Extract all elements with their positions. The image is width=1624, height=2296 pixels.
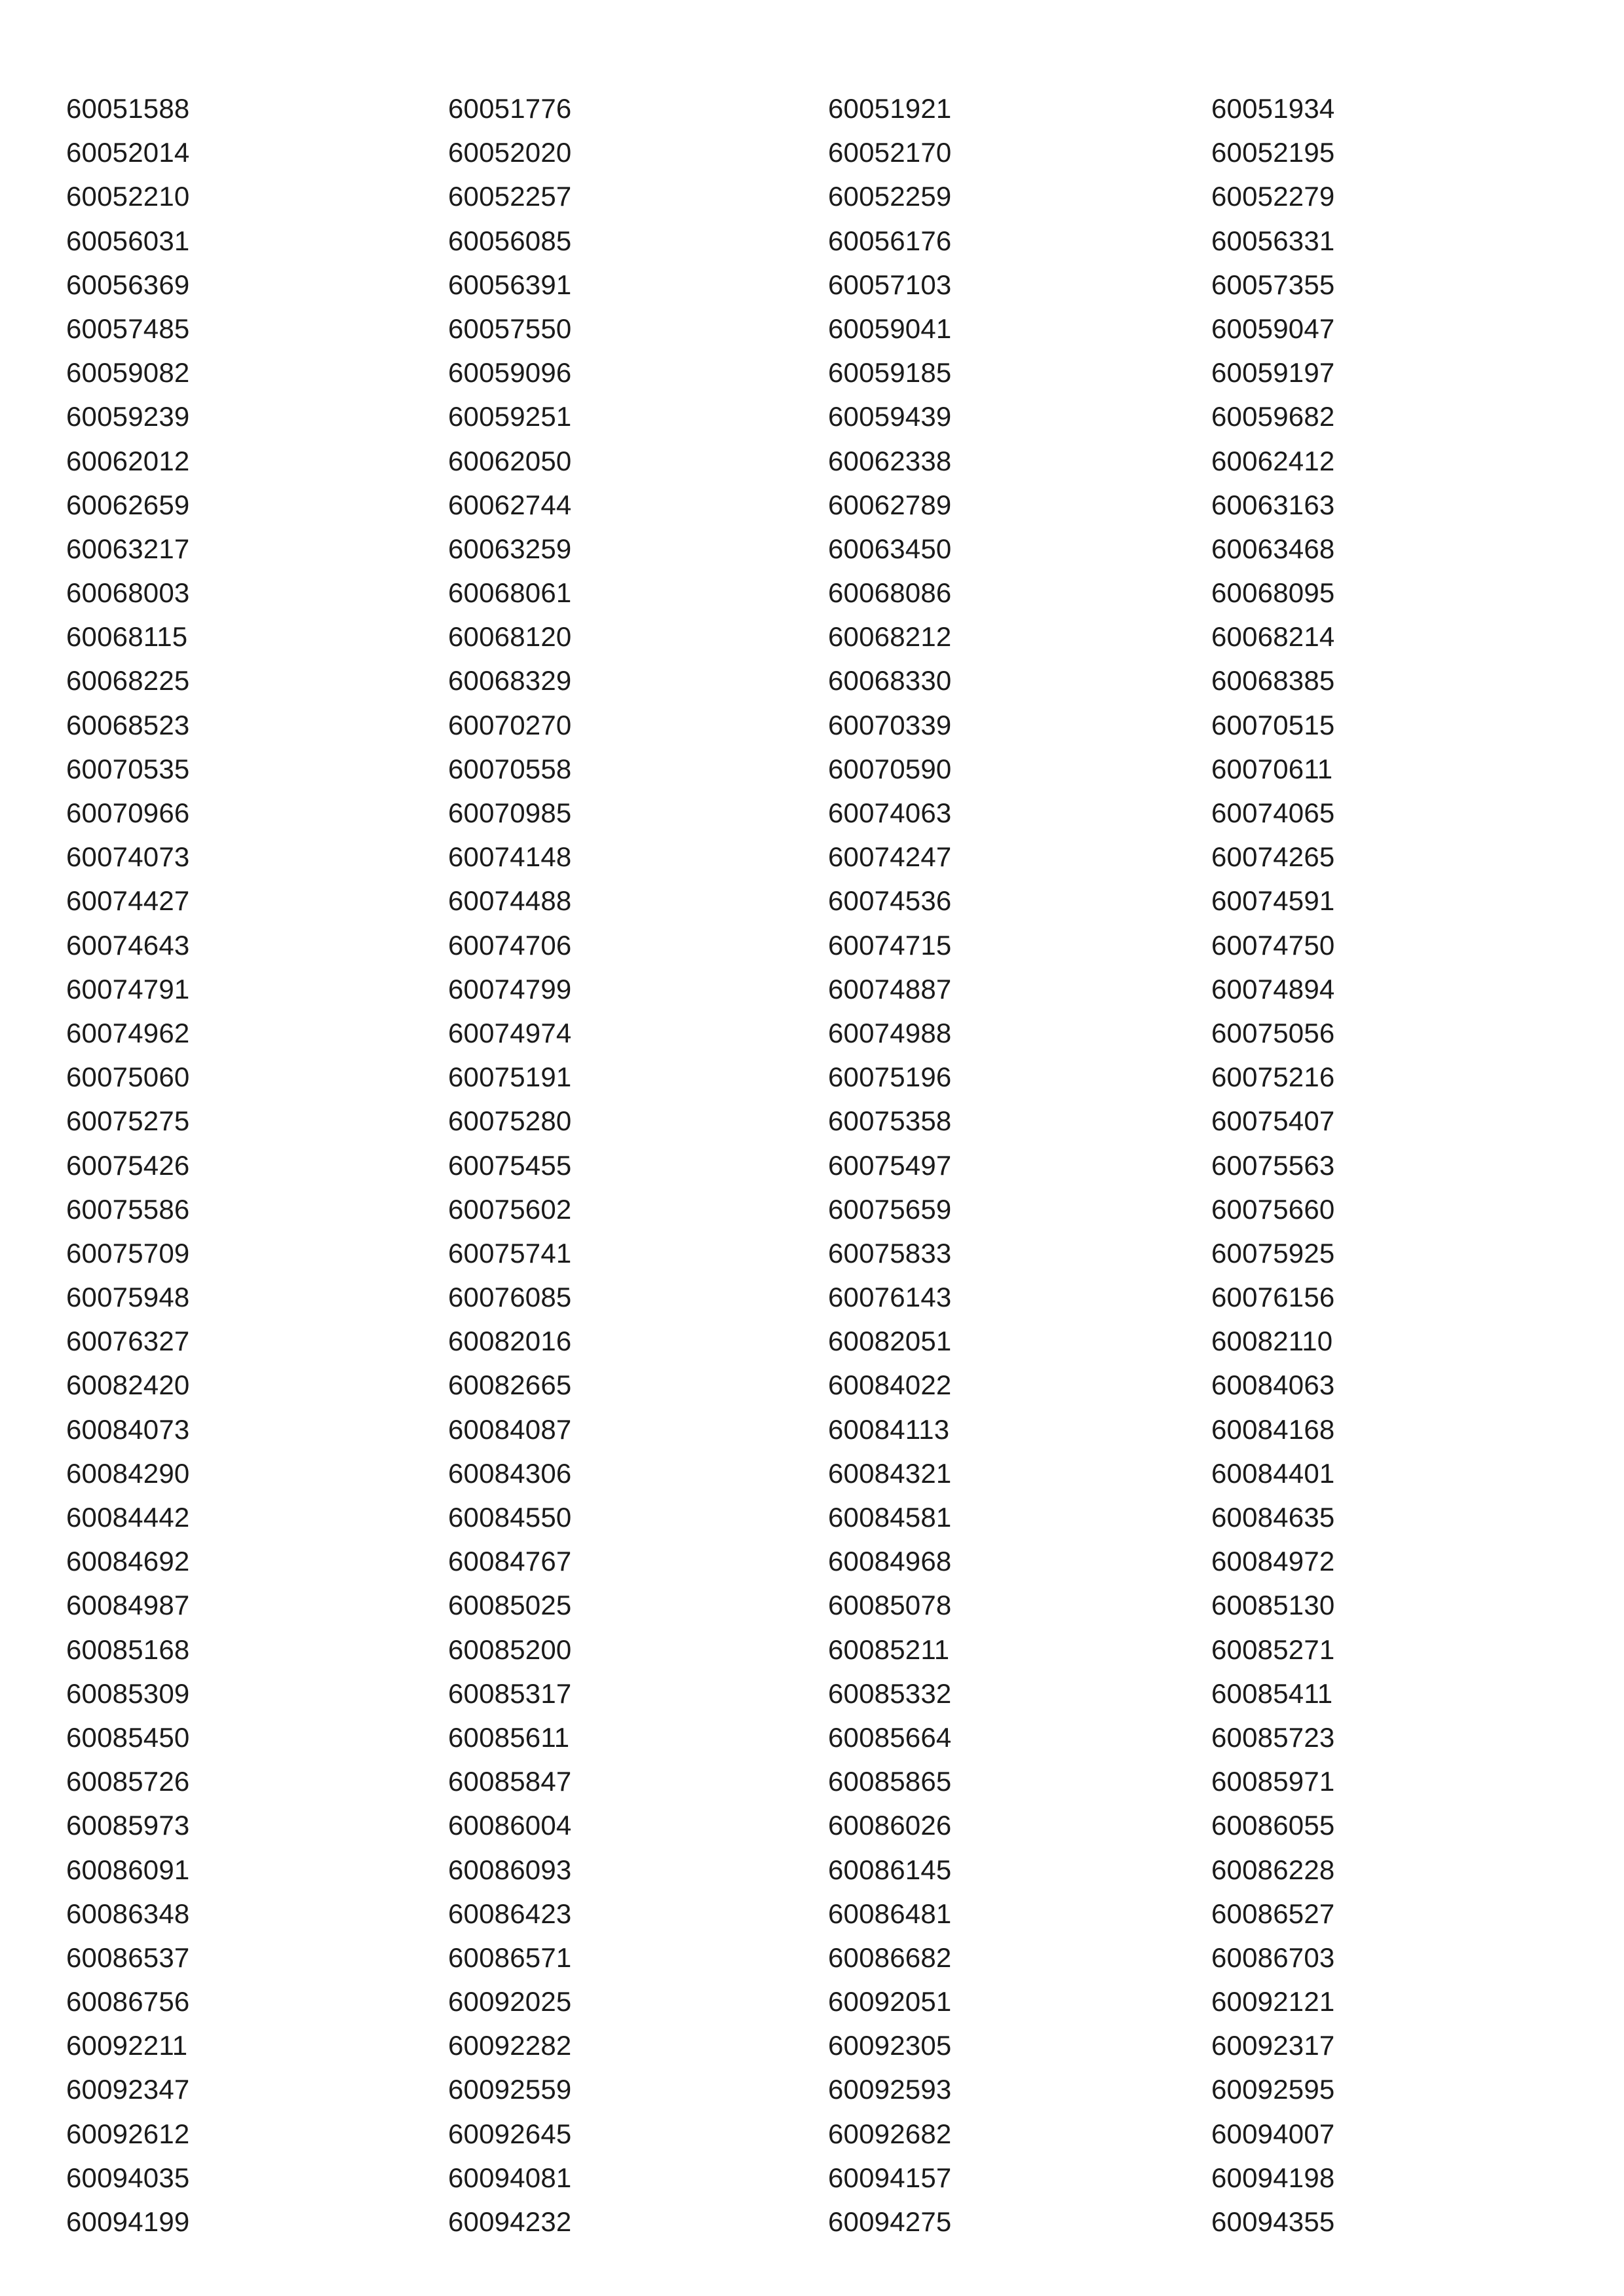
number-cell: 60059096 bbox=[448, 357, 572, 389]
number-cell: 60086145 bbox=[828, 1854, 952, 1885]
number-cell: 60074715 bbox=[828, 929, 952, 961]
number-cell: 60059082 bbox=[66, 357, 190, 389]
number-cell: 60074643 bbox=[66, 929, 190, 961]
number-cell: 60051921 bbox=[828, 93, 952, 124]
number-cell: 60092612 bbox=[66, 2118, 190, 2149]
number-cell: 60075833 bbox=[828, 1237, 952, 1269]
number-cell: 60068214 bbox=[1211, 621, 1335, 653]
number-cell: 60084113 bbox=[828, 1413, 950, 1445]
number-cell: 60094355 bbox=[1211, 2206, 1335, 2237]
number-cell: 60075709 bbox=[66, 1237, 190, 1269]
number-cell: 60092682 bbox=[828, 2118, 952, 2149]
number-cell: 60059251 bbox=[448, 401, 572, 432]
number-cell: 60085847 bbox=[448, 1766, 572, 1797]
number-cell: 60085726 bbox=[66, 1766, 190, 1797]
number-cell: 60086527 bbox=[1211, 1898, 1335, 1929]
number-cell: 60086682 bbox=[828, 1942, 952, 1973]
number-cell: 60052170 bbox=[828, 137, 952, 168]
number-cell: 60074265 bbox=[1211, 841, 1335, 873]
number-cell: 60063163 bbox=[1211, 489, 1335, 520]
number-cell: 60074887 bbox=[828, 973, 952, 1004]
number-cell: 60094199 bbox=[66, 2206, 190, 2237]
number-cell: 60059682 bbox=[1211, 401, 1335, 432]
number-cell: 60070270 bbox=[448, 709, 572, 740]
number-cell: 60084321 bbox=[828, 1457, 952, 1489]
number-cell: 60082420 bbox=[66, 1369, 190, 1401]
number-cell: 60086481 bbox=[828, 1898, 952, 1929]
number-cell: 60074073 bbox=[66, 841, 190, 873]
number-grid bbox=[66, 86, 1573, 2244]
number-cell: 60084168 bbox=[1211, 1413, 1335, 1445]
number-cell: 60062789 bbox=[828, 489, 952, 520]
number-cell: 60092593 bbox=[828, 2074, 952, 2105]
number-cell: 60074065 bbox=[1211, 797, 1335, 828]
number-cell: 60082016 bbox=[448, 1326, 572, 1357]
number-cell: 60057550 bbox=[448, 313, 572, 344]
number-cell: 60074962 bbox=[66, 1017, 190, 1048]
number-cell: 60068330 bbox=[828, 665, 952, 697]
number-cell: 60075660 bbox=[1211, 1193, 1335, 1225]
number-cell: 60075455 bbox=[448, 1149, 572, 1181]
number-cell: 60070590 bbox=[828, 753, 952, 784]
number-cell: 60084306 bbox=[448, 1457, 572, 1489]
number-cell: 60094035 bbox=[66, 2162, 190, 2193]
number-cell: 60085130 bbox=[1211, 1590, 1335, 1621]
number-cell: 60068212 bbox=[828, 621, 952, 653]
number-cell: 60092211 bbox=[66, 2030, 188, 2061]
number-cell: 60085200 bbox=[448, 1634, 572, 1665]
number-cell: 60094081 bbox=[448, 2162, 572, 2193]
number-cell: 60052014 bbox=[66, 137, 190, 168]
number-cell: 60068003 bbox=[66, 577, 190, 609]
number-cell: 60084442 bbox=[66, 1502, 190, 1533]
number-cell: 60056031 bbox=[66, 225, 190, 256]
number-cell: 60085664 bbox=[828, 1721, 952, 1753]
number-cell: 60059197 bbox=[1211, 357, 1335, 389]
number-cell: 60084073 bbox=[66, 1413, 190, 1445]
number-cell: 60092317 bbox=[1211, 2030, 1335, 2061]
number-cell: 60075563 bbox=[1211, 1149, 1335, 1181]
number-cell: 60075407 bbox=[1211, 1105, 1335, 1137]
number-cell: 60068225 bbox=[66, 665, 190, 697]
number-cell: 60074427 bbox=[66, 885, 190, 917]
number-cell: 60084972 bbox=[1211, 1546, 1335, 1577]
number-cell: 60068115 bbox=[66, 621, 188, 653]
number-cell: 60084022 bbox=[828, 1369, 952, 1401]
number-cell: 60092595 bbox=[1211, 2074, 1335, 2105]
number-cell: 60070558 bbox=[448, 753, 572, 784]
number-cell: 60076085 bbox=[448, 1282, 572, 1313]
number-cell: 60070966 bbox=[66, 797, 190, 828]
number-cell: 60085865 bbox=[828, 1766, 952, 1797]
number-cell: 60074536 bbox=[828, 885, 952, 917]
number-cell: 60075497 bbox=[828, 1149, 952, 1181]
number-cell: 60074799 bbox=[448, 973, 572, 1004]
number-cell: 60059041 bbox=[828, 313, 952, 344]
number-cell: 60068086 bbox=[828, 577, 952, 609]
number-cell: 60052279 bbox=[1211, 181, 1335, 212]
number-cell: 60074148 bbox=[448, 841, 572, 873]
number-cell: 60059185 bbox=[828, 357, 952, 389]
number-cell: 60085332 bbox=[828, 1677, 952, 1709]
number-cell: 60085078 bbox=[828, 1590, 952, 1621]
number-cell: 60051776 bbox=[448, 93, 572, 124]
number-cell: 60075358 bbox=[828, 1105, 952, 1137]
number-cell: 60094007 bbox=[1211, 2118, 1335, 2149]
number-cell: 60086537 bbox=[66, 1942, 190, 1973]
number-cell: 60057485 bbox=[66, 313, 190, 344]
number-cell: 60092559 bbox=[448, 2074, 572, 2105]
number-cell: 60086703 bbox=[1211, 1942, 1335, 1973]
number-cell: 60075196 bbox=[828, 1062, 952, 1093]
number-cell: 60052020 bbox=[448, 137, 572, 168]
number-cell: 60086093 bbox=[448, 1854, 572, 1885]
number-cell: 60085025 bbox=[448, 1590, 572, 1621]
number-cell: 60084401 bbox=[1211, 1457, 1335, 1489]
number-cell: 60057103 bbox=[828, 269, 952, 300]
number-cell: 60075586 bbox=[66, 1193, 190, 1225]
number-cell: 60094275 bbox=[828, 2206, 952, 2237]
number-cell: 60086026 bbox=[828, 1810, 952, 1841]
number-cell: 60074894 bbox=[1211, 973, 1335, 1004]
number-cell: 60062338 bbox=[828, 445, 952, 476]
number-cell: 60074247 bbox=[828, 841, 952, 873]
number-cell: 60075925 bbox=[1211, 1237, 1335, 1269]
number-cell: 60084692 bbox=[66, 1546, 190, 1577]
number-cell: 60085309 bbox=[66, 1677, 190, 1709]
number-cell: 60075741 bbox=[448, 1237, 572, 1269]
number-cell: 60085973 bbox=[66, 1810, 190, 1841]
number-cell: 60070515 bbox=[1211, 709, 1335, 740]
number-cell: 60075275 bbox=[66, 1105, 190, 1137]
number-cell: 60070611 bbox=[1211, 753, 1333, 784]
number-cell: 60092282 bbox=[448, 2030, 572, 2061]
number-cell: 60052210 bbox=[66, 181, 190, 212]
number-cell: 60076143 bbox=[828, 1282, 952, 1313]
number-cell: 60062659 bbox=[66, 489, 190, 520]
number-cell: 60092347 bbox=[66, 2074, 190, 2105]
number-cell: 60084767 bbox=[448, 1546, 572, 1577]
number-cell: 60085411 bbox=[1211, 1677, 1333, 1709]
number-cell: 60052259 bbox=[828, 181, 952, 212]
number-cell: 60084581 bbox=[828, 1502, 952, 1533]
number-cell: 60056331 bbox=[1211, 225, 1335, 256]
number-cell: 60085723 bbox=[1211, 1721, 1335, 1753]
number-cell: 60084987 bbox=[66, 1590, 190, 1621]
number-cell: 60075426 bbox=[66, 1149, 190, 1181]
number-cell: 60094198 bbox=[1211, 2162, 1335, 2193]
number-cell: 60056369 bbox=[66, 269, 190, 300]
number-cell: 60075602 bbox=[448, 1193, 572, 1225]
number-cell: 60052257 bbox=[448, 181, 572, 212]
number-cell: 60074974 bbox=[448, 1017, 572, 1048]
number-cell: 60074750 bbox=[1211, 929, 1335, 961]
number-cell: 60074591 bbox=[1211, 885, 1335, 917]
number-cell: 60062012 bbox=[66, 445, 190, 476]
number-cell: 60068061 bbox=[448, 577, 572, 609]
number-cell: 60084968 bbox=[828, 1546, 952, 1577]
number-cell: 60076327 bbox=[66, 1326, 190, 1357]
number-cell: 60074988 bbox=[828, 1017, 952, 1048]
number-cell: 60092645 bbox=[448, 2118, 572, 2149]
number-cell: 60074791 bbox=[66, 973, 190, 1004]
number-cell: 60084550 bbox=[448, 1502, 572, 1533]
number-cell: 60059047 bbox=[1211, 313, 1335, 344]
number-cell: 60084290 bbox=[66, 1457, 190, 1489]
number-cell: 60068120 bbox=[448, 621, 572, 653]
number-cell: 60063450 bbox=[828, 533, 952, 564]
number-cell: 60075280 bbox=[448, 1105, 572, 1137]
number-cell: 60074063 bbox=[828, 797, 952, 828]
number-cell: 60075191 bbox=[448, 1062, 572, 1093]
number-cell: 60085211 bbox=[828, 1634, 950, 1665]
number-cell: 60059439 bbox=[828, 401, 952, 432]
number-cell: 60075216 bbox=[1211, 1062, 1335, 1093]
number-cell: 60075060 bbox=[66, 1062, 190, 1093]
number-cell: 60070339 bbox=[828, 709, 952, 740]
number-cell: 60062412 bbox=[1211, 445, 1335, 476]
number-cell: 60057355 bbox=[1211, 269, 1335, 300]
number-cell: 60086571 bbox=[448, 1942, 572, 1973]
number-cell: 60056391 bbox=[448, 269, 572, 300]
number-cell: 60068329 bbox=[448, 665, 572, 697]
number-cell: 60074488 bbox=[448, 885, 572, 917]
number-cell: 60068095 bbox=[1211, 577, 1335, 609]
number-cell: 60062744 bbox=[448, 489, 572, 520]
number-cell: 60084635 bbox=[1211, 1502, 1335, 1533]
number-cell: 60063259 bbox=[448, 533, 572, 564]
number-cell: 60092305 bbox=[828, 2030, 952, 2061]
number-cell: 60094157 bbox=[828, 2162, 952, 2193]
number-cell: 60086423 bbox=[448, 1898, 572, 1929]
number-cell: 60082665 bbox=[448, 1369, 572, 1401]
number-cell: 60074706 bbox=[448, 929, 572, 961]
number-cell: 60063468 bbox=[1211, 533, 1335, 564]
number-cell: 60086228 bbox=[1211, 1854, 1335, 1885]
number-cell: 60086055 bbox=[1211, 1810, 1335, 1841]
number-cell: 60056085 bbox=[448, 225, 572, 256]
number-cell: 60075056 bbox=[1211, 1017, 1335, 1048]
number-cell: 60092121 bbox=[1211, 1986, 1335, 2018]
number-cell: 60085971 bbox=[1211, 1766, 1335, 1797]
number-cell: 60082110 bbox=[1211, 1326, 1333, 1357]
number-cell: 60059239 bbox=[66, 401, 190, 432]
number-cell: 60094232 bbox=[448, 2206, 572, 2237]
number-cell: 60051588 bbox=[66, 93, 190, 124]
number-cell: 60085271 bbox=[1211, 1634, 1335, 1665]
number-cell: 60084063 bbox=[1211, 1369, 1335, 1401]
number-cell: 60068385 bbox=[1211, 665, 1335, 697]
number-cell: 60070535 bbox=[66, 753, 190, 784]
number-cell: 60085611 bbox=[448, 1721, 570, 1753]
number-cell: 60075659 bbox=[828, 1193, 952, 1225]
number-cell: 60086091 bbox=[66, 1854, 190, 1885]
number-cell: 60086004 bbox=[448, 1810, 572, 1841]
number-cell: 60085450 bbox=[66, 1721, 190, 1753]
number-cell: 60062050 bbox=[448, 445, 572, 476]
number-cell: 60076156 bbox=[1211, 1282, 1335, 1313]
number-cell: 60070985 bbox=[448, 797, 572, 828]
number-cell: 60086348 bbox=[66, 1898, 190, 1929]
number-cell: 60092025 bbox=[448, 1986, 572, 2018]
number-cell: 60051934 bbox=[1211, 93, 1335, 124]
number-cell: 60085168 bbox=[66, 1634, 190, 1665]
number-cell: 60068523 bbox=[66, 709, 190, 740]
number-cell: 60092051 bbox=[828, 1986, 952, 2018]
number-cell: 60052195 bbox=[1211, 137, 1335, 168]
number-cell: 60082051 bbox=[828, 1326, 952, 1357]
number-cell: 60085317 bbox=[448, 1677, 572, 1709]
number-cell: 60056176 bbox=[828, 225, 952, 256]
number-cell: 60075948 bbox=[66, 1282, 190, 1313]
number-cell: 60086756 bbox=[66, 1986, 190, 2018]
number-cell: 60063217 bbox=[66, 533, 190, 564]
number-cell: 60084087 bbox=[448, 1413, 572, 1445]
